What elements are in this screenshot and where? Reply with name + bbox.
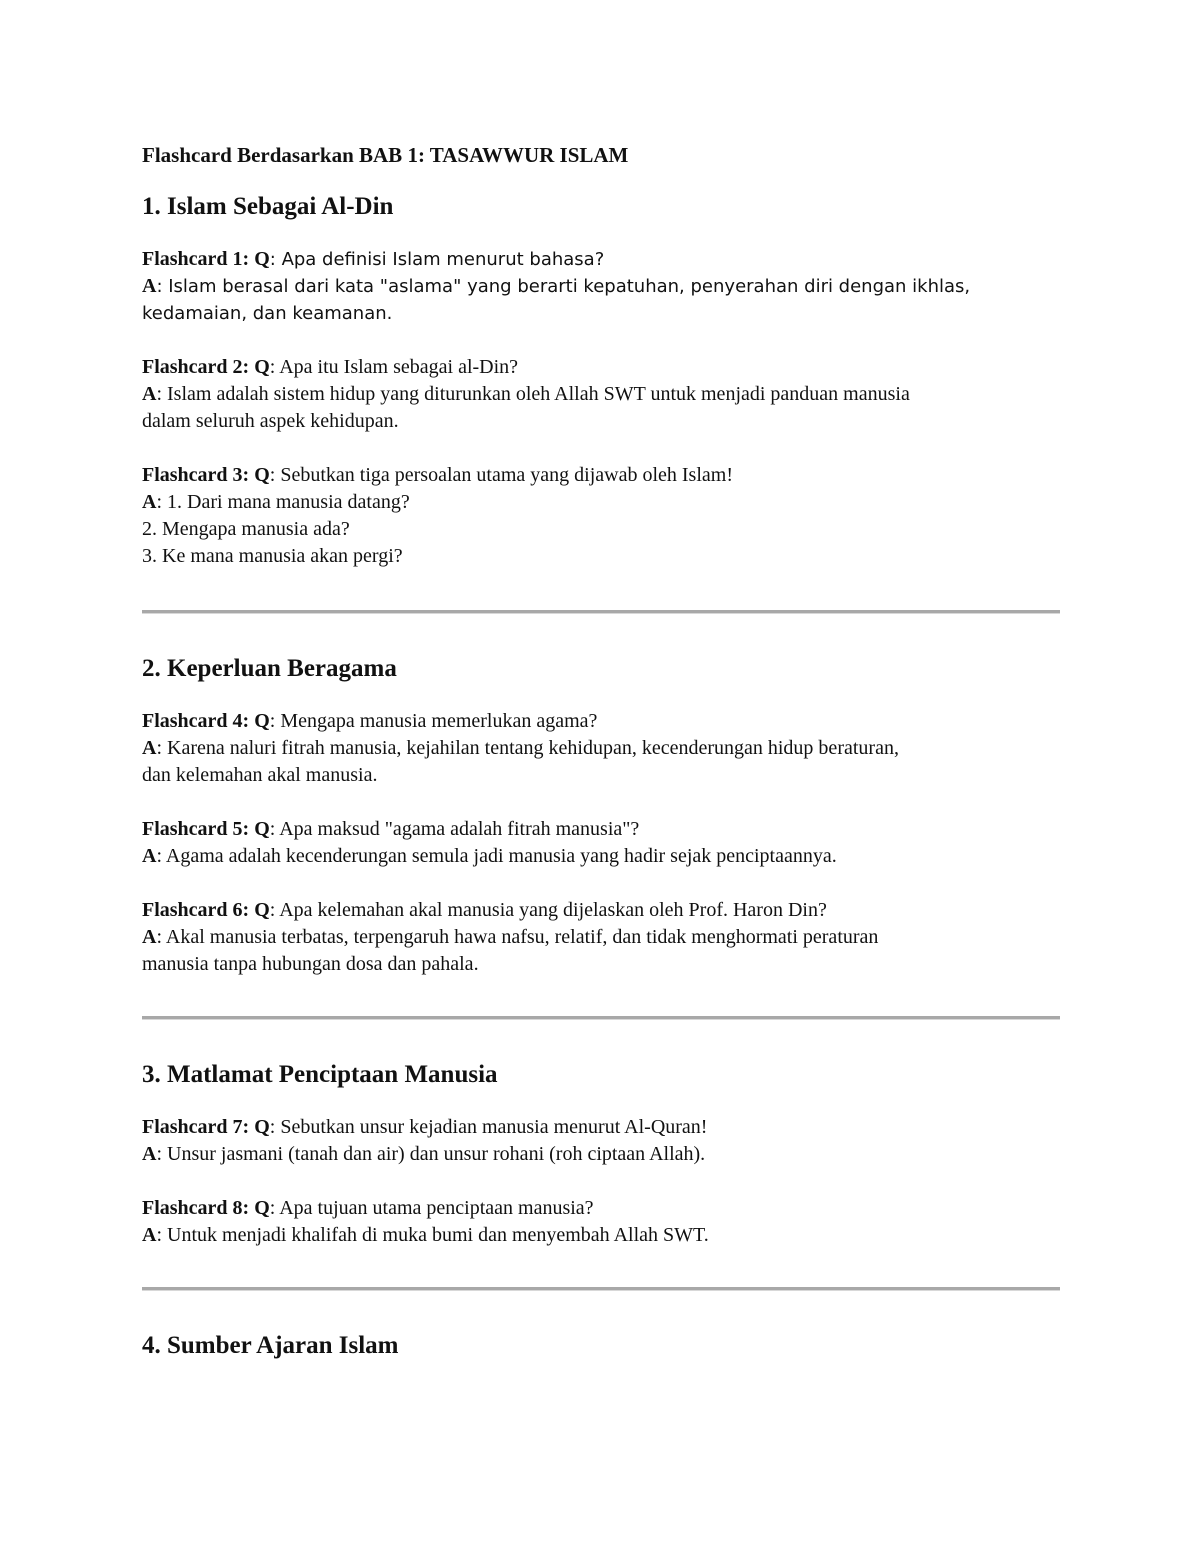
answer-text: : Islam berasal dari kata "aslama" yang berarti kepatuhan, penyerahan diri dengan ikhlas, [156, 276, 971, 297]
answer-line [142, 381, 1060, 408]
question-line [142, 354, 1060, 381]
flashcard-6 [142, 897, 1060, 978]
section-heading: 4. Sumber Ajaran Islam [142, 1332, 399, 1359]
answer-label: A [142, 383, 157, 405]
question-label: Q [254, 464, 270, 486]
question-label: Q [254, 1197, 270, 1219]
answer-text: manusia tanpa hubungan dosa dan pahala. [142, 953, 479, 975]
flashcard-label: Flashcard 1: [142, 248, 250, 270]
answer-text: : Unsur jasmani (tanah dan air) dan unsur rohani (roh ciptaan Allah). [156, 1143, 706, 1165]
question-text: : Apa tujuan utama penciptaan manusia? [269, 1197, 594, 1219]
section-heading: 2. Keperluan Beragama [142, 655, 397, 682]
section-sumber-ajaran-islam [142, 1329, 1060, 1363]
answer-text: 2. Mengapa manusia ada? [142, 518, 350, 540]
flashcard-label: Flashcard 3: [142, 464, 250, 486]
answer-text: : Akal manusia terbatas, terpengaruh hawa nafsu, relatif, dan tidak menghormati peraturan [156, 926, 879, 948]
flashcard-label: Flashcard 2: [142, 356, 250, 378]
answer-text: kedamaian, dan keamanan. [142, 303, 393, 324]
question-text: : Mengapa manusia memerlukan agama? [269, 710, 598, 732]
answer-text: : Agama adalah kecenderungan semula jadi manusia yang hadir sejak penciptaannya. [156, 845, 837, 867]
flashcard-label: Flashcard 5: [142, 818, 250, 840]
answer-label: A [142, 845, 157, 867]
answer-line [142, 1141, 1060, 1168]
document-title: Flashcard Berdasarkan BAB 1: TASAWWUR ISLAM [142, 143, 629, 167]
question-label: Q [254, 710, 270, 732]
section-divider [142, 610, 1060, 614]
flashcard-label: Flashcard 6: [142, 899, 250, 921]
flashcard-2 [142, 354, 1060, 435]
section-heading: 3. Matlamat Penciptaan Manusia [142, 1061, 498, 1088]
flashcard-3 [142, 462, 1060, 570]
answer-line [142, 735, 1060, 762]
section-heading: 1. Islam Sebagai Al-Din [142, 193, 394, 220]
flashcard-label: Flashcard 8: [142, 1197, 250, 1219]
question-line [142, 816, 1060, 843]
question-line [142, 1114, 1060, 1141]
question-label: Q [254, 1116, 270, 1138]
section-matlamat-penciptaan-manusia [142, 1058, 1060, 1249]
answer-line [142, 924, 1060, 951]
answer-text: : Karena naluri fitrah manusia, kejahilan tentang kehidupan, kecenderungan hidup beraturan, [156, 737, 899, 759]
section-keperluan-beragama [142, 652, 1060, 978]
answer-line [142, 843, 1060, 870]
question-line [142, 708, 1060, 735]
section-islam-sebagai-al-din [142, 190, 1060, 570]
question-line [142, 1195, 1060, 1222]
answer-text: 3. Ke mana manusia akan pergi? [142, 545, 403, 567]
answer-text: dalam seluruh aspek kehidupan. [142, 410, 399, 432]
flashcard-4 [142, 708, 1060, 789]
question-line [142, 462, 1060, 489]
question-line [142, 246, 1060, 273]
answer-text: : 1. Dari mana manusia datang? [156, 491, 410, 513]
flashcard-8 [142, 1195, 1060, 1249]
answer-line [142, 489, 1060, 516]
section-divider [142, 1016, 1060, 1020]
answer-label: A [142, 275, 157, 297]
question-text: : Apa maksud "agama adalah fitrah manusia"? [269, 818, 640, 840]
answer-label: A [142, 1143, 157, 1165]
answer-text: : Islam adalah sistem hidup yang diturunkan oleh Allah SWT untuk menjadi panduan manusia [156, 383, 910, 405]
question-text: : Apa itu Islam sebagai al-Din? [269, 356, 519, 378]
answer-label: A [142, 1224, 157, 1246]
question-label: Q [254, 899, 270, 921]
flashcard-1 [142, 246, 1060, 327]
flashcard-7 [142, 1114, 1060, 1168]
flashcard-5 [142, 816, 1060, 870]
question-text: : Sebutkan tiga persoalan utama yang dijawab oleh Islam! [269, 464, 733, 486]
flashcard-label: Flashcard 4: [142, 710, 250, 732]
question-text: : Apa definisi Islam menurut bahasa? [269, 249, 605, 270]
question-label: Q [254, 356, 270, 378]
answer-text: : Untuk menjadi khalifah di muka bumi dan menyembah Allah SWT. [156, 1224, 709, 1246]
answer-line [142, 273, 1060, 300]
question-line [142, 897, 1060, 924]
question-label: Q [254, 248, 270, 270]
answer-line [142, 1222, 1060, 1249]
answer-label: A [142, 926, 157, 948]
question-text: : Sebutkan unsur kejadian manusia menurut Al-Quran! [269, 1116, 708, 1138]
answer-label: A [142, 737, 157, 759]
answer-label: A [142, 491, 157, 513]
question-label: Q [254, 818, 270, 840]
document-page [142, 140, 1060, 1385]
question-text: : Apa kelemahan akal manusia yang dijelaskan oleh Prof. Haron Din? [269, 899, 827, 921]
flashcard-label: Flashcard 7: [142, 1116, 250, 1138]
answer-text: dan kelemahan akal manusia. [142, 764, 378, 786]
section-divider [142, 1287, 1060, 1291]
